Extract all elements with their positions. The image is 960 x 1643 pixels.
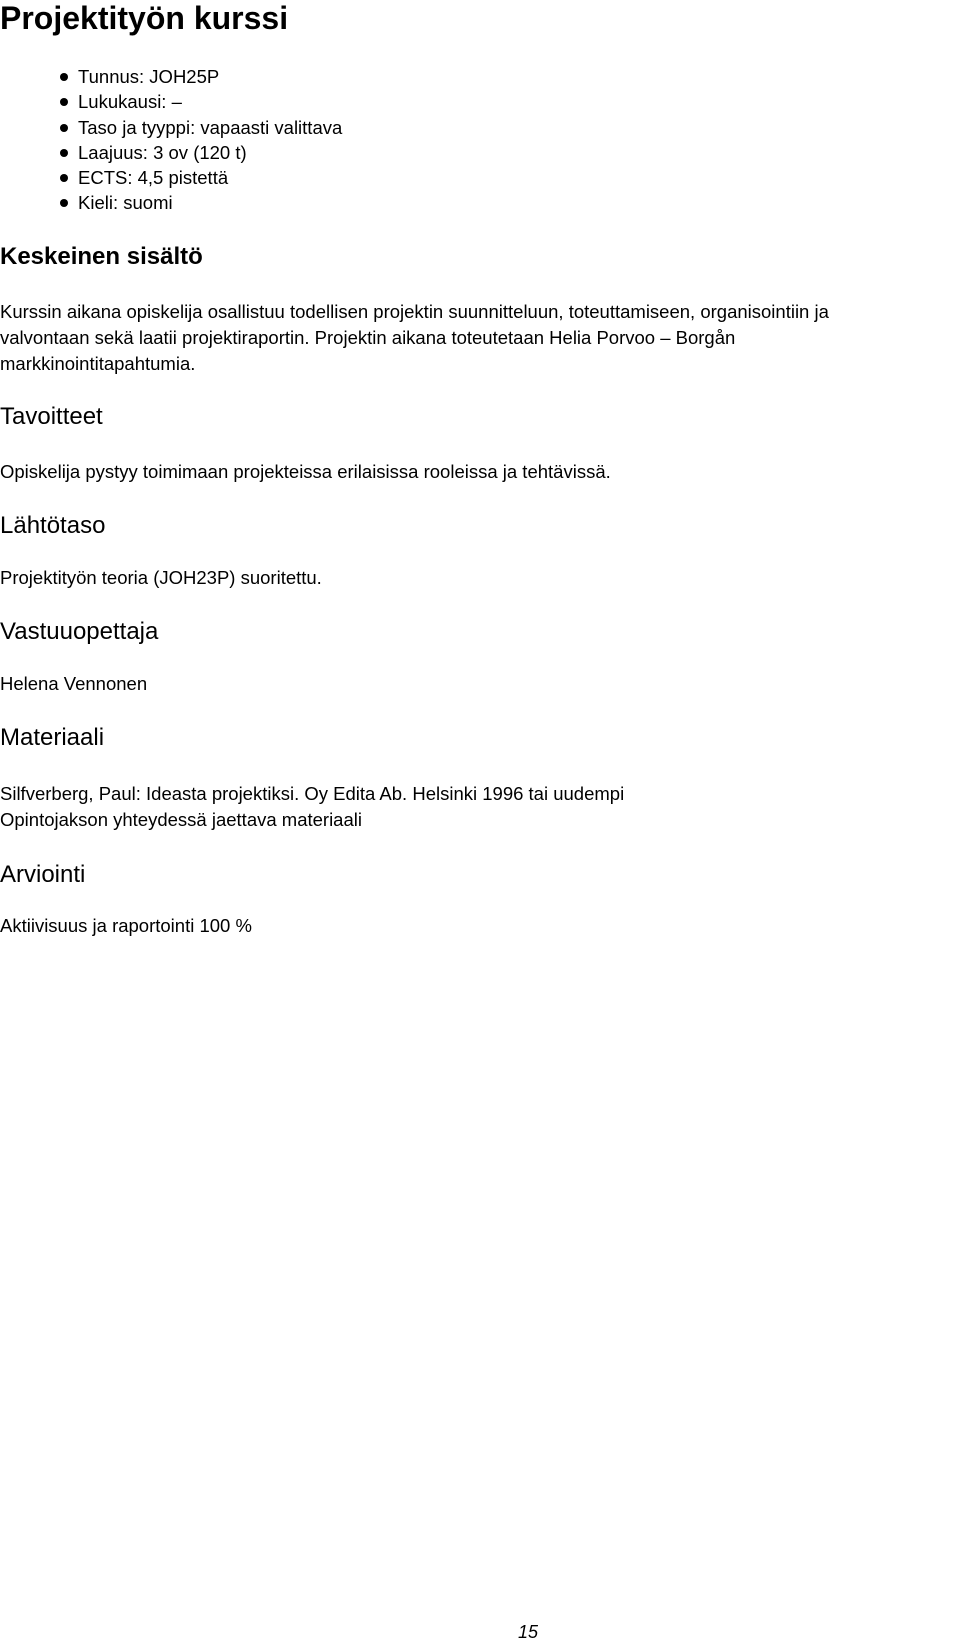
material-line-1: Silfverberg, Paul: Ideasta projektiksi. Oy Edita Ab. Helsinki 1996 tai uudempi [0,783,625,804]
prereq-text: Projektityön teoria (JOH23P) suoritettu. [0,567,322,588]
section-heading-prereq: Lähtötaso [0,512,106,539]
course-meta-list [60,64,342,216]
bullet-icon [60,73,68,81]
meta-item-scope: Laajuus: 3 ov (120 t) [60,140,342,165]
content-line-3: markkinointitapahtumia. [0,353,196,374]
content-line-1: Kurssin aikana opiskelija osallistuu todellisen projektin suunnitteluun, toteuttamiseen, organisointiin ja [0,301,829,322]
section-heading-content: Keskeinen sisältö [0,243,203,270]
page-number: 15 [518,1622,539,1642]
assessment-text: Aktiivisuus ja raportointi 100 % [0,915,252,936]
bullet-icon [60,174,68,182]
section-heading-material: Materiaali [0,724,105,751]
meta-item-ects: ECTS: 4,5 pistettä [60,165,342,190]
material-line-2: Opintojakson yhteydessä jaettava materiaali [0,809,362,830]
bullet-icon [60,149,68,157]
section-heading-assessment: Arviointi [0,861,86,888]
meta-item-semester: Lukukausi: – [60,89,342,114]
bullet-icon [60,124,68,132]
teacher-text: Helena Vennonen [0,673,148,694]
bullet-icon [60,199,68,207]
section-heading-teacher: Vastuuopettaja [0,618,159,645]
section-heading-goals: Tavoitteet [0,403,103,430]
meta-item-level: Taso ja tyyppi: vapaasti valittava [60,115,342,140]
meta-item-code: Tunnus: JOH25P [60,64,342,89]
page-title: Projektityön kurssi [0,0,289,36]
meta-item-language: Kieli: suomi [60,190,342,215]
content-line-2: valvontaan sekä laatii projektiraportin. Projektin aikana toteutetaan Helia Porvoo – Borgån [0,327,736,348]
goals-text: Opiskelija pystyy toimimaan projekteissa erilaisissa rooleissa ja tehtävissä. [0,461,611,482]
bullet-icon [60,98,68,106]
